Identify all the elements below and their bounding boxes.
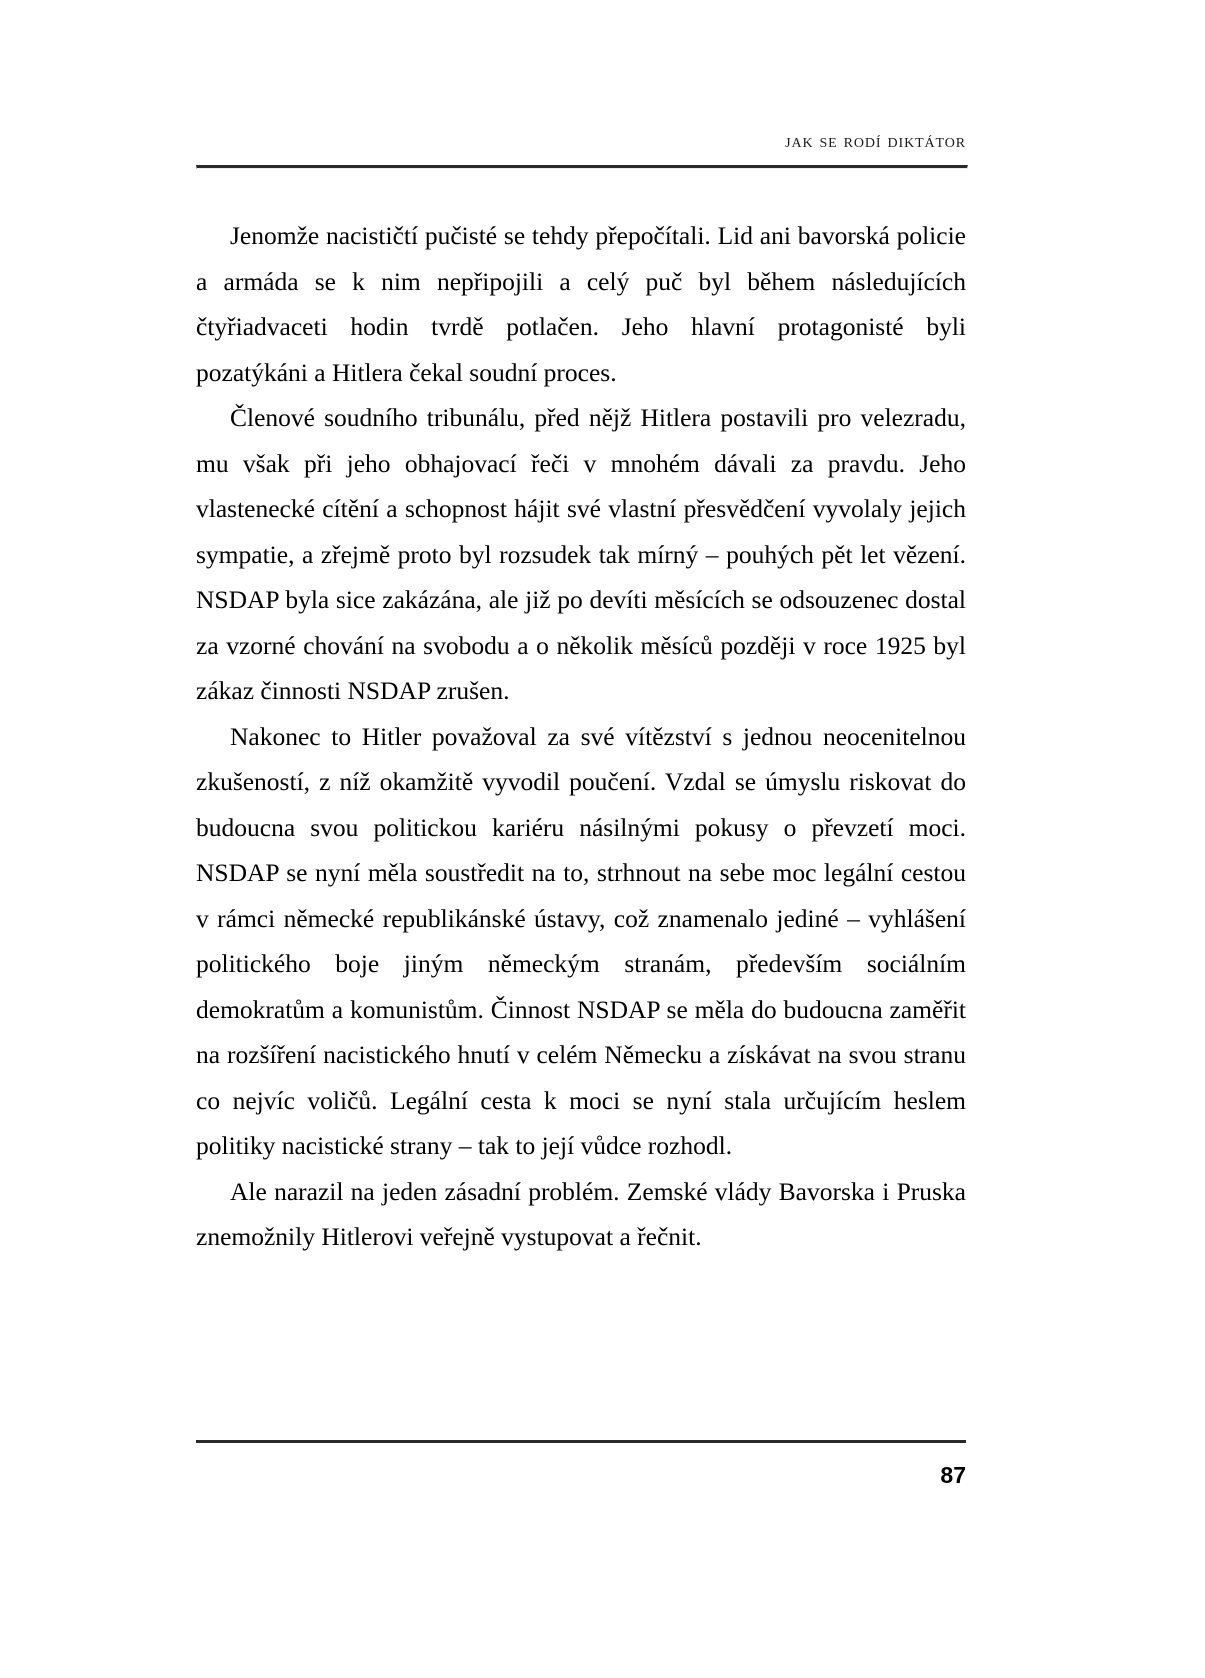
body-text: [196, 213, 966, 1260]
header-rule: [196, 165, 968, 169]
page-number: 87: [940, 1462, 966, 1488]
content-area: [196, 130, 966, 1260]
paragraph: Jenomže nacističtí pučisté se tehdy přepočítali. Lid ani bavorská policie a armáda se k nim nepřipojili a celý puč byl během následujících čtyřiadvaceti hodin tvrdě potlačen. Jeho hlavní protagonisté byli pozatýkáni a Hitlera čekal soudní proces.: [196, 221, 966, 387]
paragraph: Členové soudního tribunálu, před nějž Hitlera postavili pro velezradu, mu však při jeho obhajovací řeči v mnohém dávali za pravdu. Jeho vlastenecké cítění a schopnost hájit své vlastní přesvědčení vyvolaly jejich sympatie, a zřejmě proto byl rozsudek tak mírný – pouhých pět let vězení. NSDAP byla sice zakázána, ale již po devíti měsících se odsouzenec dostal za vzorné chování na svobodu a o několik měsíců později v roce 1925 byl zákaz činnosti NSDAP zrušen.: [196, 403, 966, 705]
running-head: jak se rodí diktátor: [785, 130, 966, 152]
paragraph: Ale narazil na jeden zásadní problém. Zemské vlády Bavorska i Pruska znemožnily Hitlerovi veřejně vystupovat a řečnit.: [196, 1176, 966, 1251]
footer-rule: [196, 1440, 966, 1443]
paragraph: Nakonec to Hitler považoval za své vítězství s jednou neocenitelnou zkušeností, z níž okamžitě vyvodil poučení. Vzdal se úmyslu riskovat do budoucna svou politickou kariéru násilnými pokusy o převzetí moci. NSDAP se nyní měla soustředit na to, strhnout na sebe moc legální cestou v rámci německé republikánské ústavy, což znamenalo jediné – vyhlášení politického boje jiným německým stranám, především sociálním demokratům a komunistům. Činnost NSDAP se měla do budoucna zaměřit na rozšíření nacistického hnutí v celém Německu a získávat na svou stranu co nejvíc voličů. Legální cesta k moci se nyní stala určujícím heslem politiky nacistické strany – tak to její vůdce rozhodl.: [196, 721, 966, 1160]
